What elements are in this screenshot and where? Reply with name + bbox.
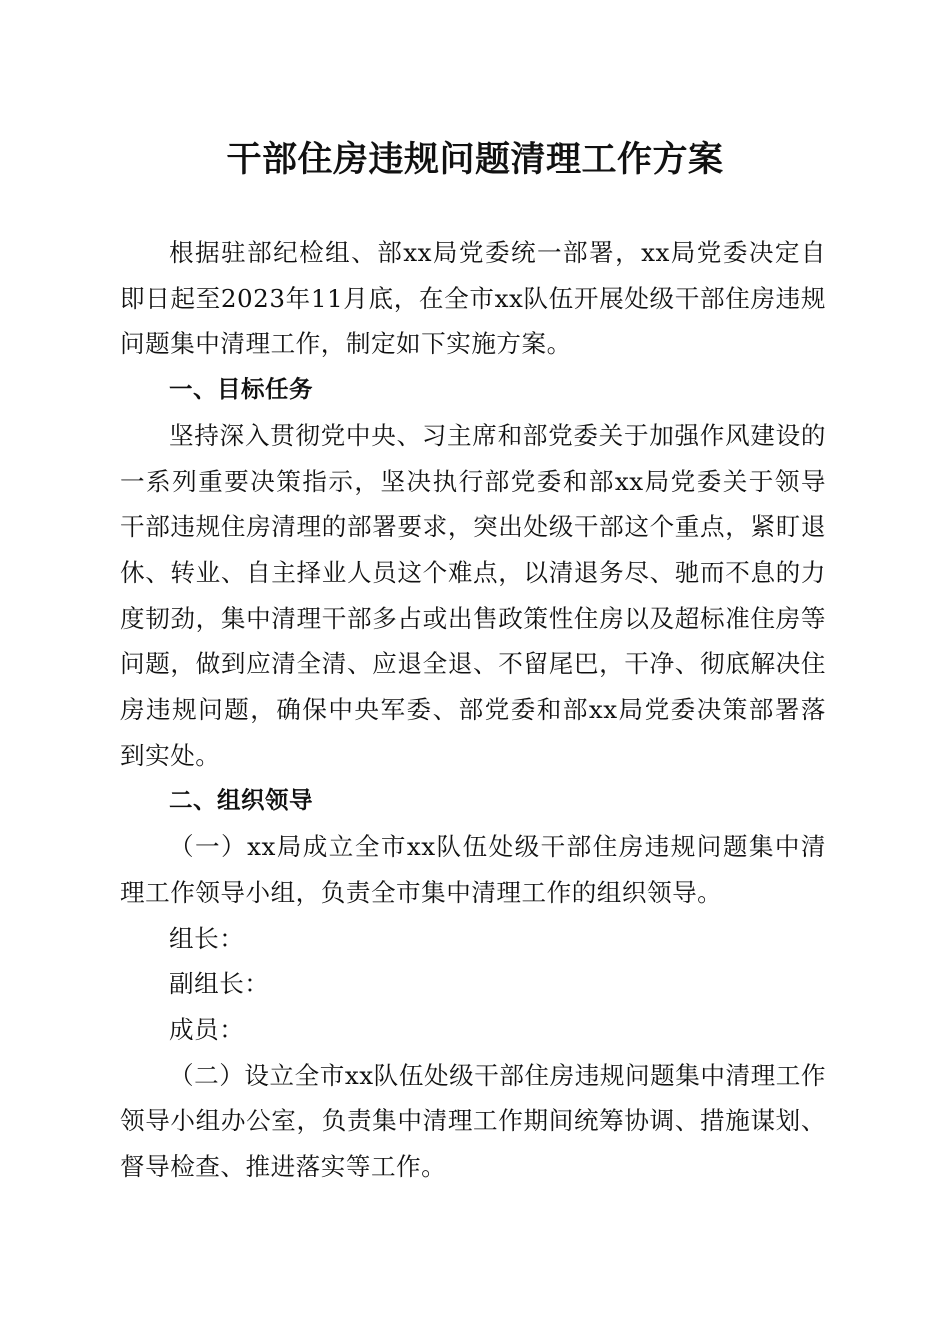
document-body (120, 230, 826, 1190)
deputy-leader-line: 副组长： (169, 969, 270, 999)
group-leader-line: 组长： (169, 923, 245, 953)
organization-item-2: （二）设立全市xx队伍处级干部住房违规问题集中清理工作领导小组办公室，负责集中清理工作期间统筹协调、措施谋划、督导检查、推进落实等工作。 (120, 1060, 826, 1182)
organization-item-1: （一）xx局成立全市xx队伍处级干部住房违规问题集中清理工作领导小组，负责全市集中清理工作的组织领导。 (120, 832, 826, 907)
section-heading-organization: 二、组织领导 (169, 786, 313, 815)
document-title: 干部住房违规问题清理工作方案 (226, 139, 724, 180)
goals-paragraph: 坚持深入贯彻党中央、习主席和部党委关于加强作风建设的一系列重要决策指示，坚决执行部党委和部xx局党委关于领导干部违规住房清理的部署要求，突出处级干部这个重点，紧盯退休、转业、自主择业人员这个难点，以清退务尽、驰而不息的力度韧劲，集中清理干部多占或出售政策性住房以及超标准住房等问题，做到应清全清、应退全退、不留尾巴，干净、彻底解决住房违规问题，确保中央军委、部党委和部xx局党委决策部署落到实处。 (120, 420, 826, 770)
intro-paragraph: 根据驻部纪检组、部xx局党委统一部署，xx局党委决定自即日起至2023年11月底，在全市xx队伍开展处级干部住房违规问题集中清理工作，制定如下实施方案。 (120, 238, 826, 359)
members-line: 成员： (169, 1014, 245, 1044)
section-heading-goals: 一、目标任务 (169, 375, 313, 404)
